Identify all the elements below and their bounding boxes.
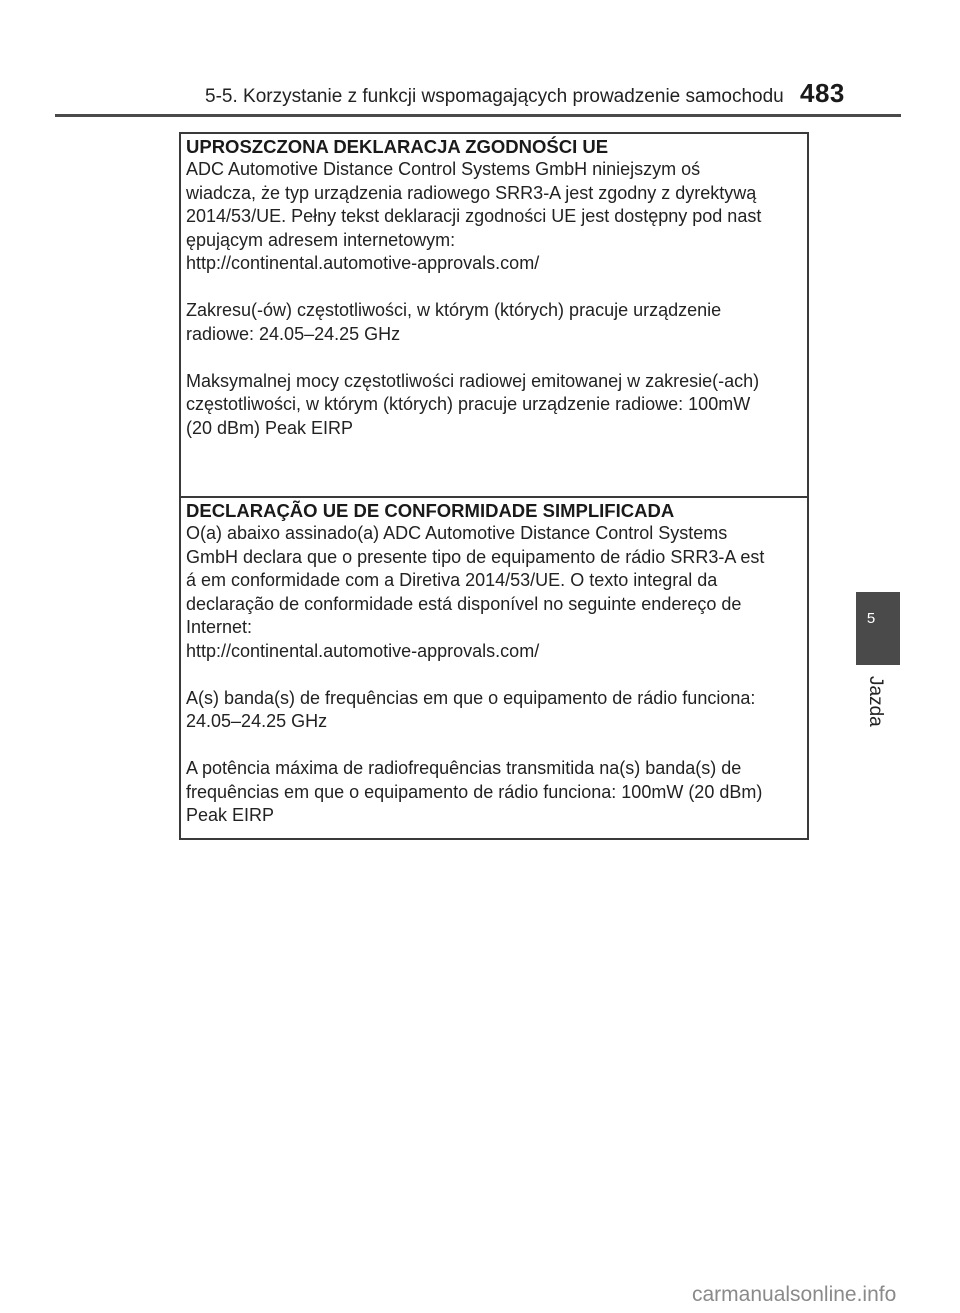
declaration-line: Zakresu(-ów) częstotliwości, w którym (których) pracuje urządzenie [186, 300, 722, 320]
declaration-line: częstotliwości, w którym (których) pracuje urządzenie radiowe: 100mW [186, 394, 751, 414]
section-title: 5-5. Korzystanie z funkcji wspomagających prowadzenie samochodu [205, 86, 784, 107]
declaration-line: GmbH declara que o presente tipo de equipamento de rádio SRR3-A est [186, 546, 765, 567]
declaration-polish [181, 134, 807, 496]
declaration-line: Maksymalnej mocy częstotliwości radiowej emitowanej w zakresie(-ach) [186, 370, 760, 391]
paragraph-gap [186, 276, 801, 300]
chapter-number: 5 [866, 610, 876, 627]
declaration-line: A(s) banda(s) de frequências em que o equipamento de rádio funciona: [186, 687, 756, 708]
declaration-line: 24.05–24.25 GHz [186, 711, 328, 731]
chapter-label [858, 676, 898, 736]
declaration-line: Peak EIRP [186, 805, 275, 825]
declaration-line: á em conformidade com a Diretiva 2014/53/UE. O texto integral da [186, 570, 718, 590]
declaration-line: Internet: [186, 617, 253, 637]
declaration-line: declaração de conformidade está disponível no seguinte endereço de [186, 593, 742, 614]
page-number: 483 [800, 78, 845, 108]
declaration-line: frequências em que o equipamento de rádio funciona: 100mW (20 dBm) [186, 781, 763, 802]
paragraph-gap [186, 346, 801, 370]
declaration-line: ADC Automotive Distance Control Systems GmbH niniejszym oś [186, 159, 701, 179]
declaration-portuguese [181, 496, 807, 838]
declaration-line: ępującym adresem internetowym: [186, 229, 456, 250]
declaration-line: O(a) abaixo assinado(a) ADC Automotive Distance Control Systems [186, 523, 728, 543]
declaration-frame [179, 132, 809, 840]
page-header [0, 72, 960, 112]
declaration-url: http://continental.automotive-approvals.com/ [186, 253, 540, 273]
declaration-line: radiowe: 24.05–24.25 GHz [186, 323, 401, 344]
paragraph-gap [186, 663, 801, 687]
header-divider [55, 114, 901, 117]
paragraph-gap [186, 734, 801, 758]
declaration-heading: DECLARAÇÃO UE DE CONFORMIDADE SIMPLIFICADA [186, 500, 675, 521]
watermark: carmanualsonline.info [692, 1283, 897, 1306]
declaration-line: (20 dBm) Peak EIRP [186, 417, 354, 438]
declaration-line: 2014/53/UE. Pełny tekst deklaracji zgodności UE jest dostępny pod nast [186, 206, 762, 226]
declaration-line: wiadcza, że typ urządzenia radiowego SRR3-A jest zgodny z dyrektywą [186, 182, 757, 203]
chapter-tab [856, 592, 900, 665]
declaration-heading: UPROSZCZONA DEKLARACJA ZGODNOŚCI UE [186, 136, 609, 157]
declaration-url: http://continental.automotive-approvals.com/ [186, 640, 540, 661]
chapter-label-text: Jazda [865, 676, 886, 727]
declaration-line: A potência máxima de radiofrequências transmitida na(s) banda(s) de [186, 758, 742, 778]
